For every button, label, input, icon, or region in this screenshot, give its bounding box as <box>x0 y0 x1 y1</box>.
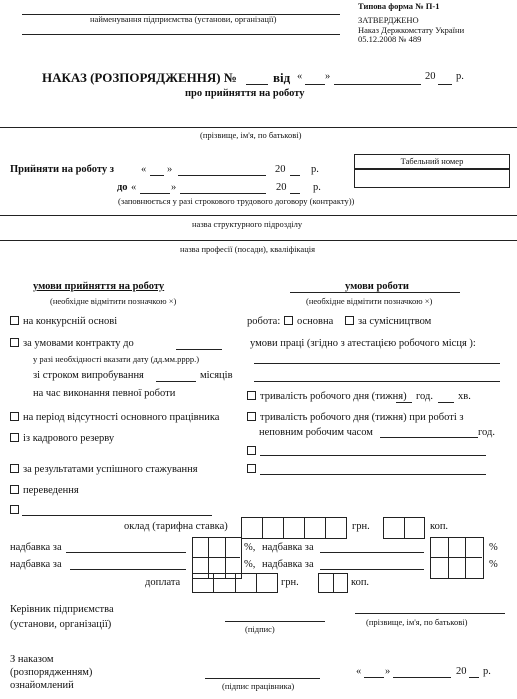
opt-competition[interactable] <box>10 316 117 327</box>
ack-year: 20 <box>456 666 467 677</box>
checkbox[interactable] <box>10 505 19 514</box>
duration-hrs: год. <box>416 391 433 402</box>
fixed-term-note: (заповнюється у разі строкового трудового договору (контракту)) <box>118 196 355 206</box>
approved-by: Наказ Держкомстату України <box>358 25 465 35</box>
quote-open: « <box>297 71 303 82</box>
extra-kop-boxes[interactable] <box>318 573 348 593</box>
opt-contract-label: за умовами контракту до <box>23 338 134 349</box>
right-other-field-2[interactable] <box>260 474 486 475</box>
extra-uah-boxes[interactable] <box>192 573 278 593</box>
until-label: до <box>117 182 128 193</box>
bonus1-label: надбавка за <box>10 542 62 553</box>
opt-contract[interactable] <box>10 338 134 349</box>
until-year: 20 <box>276 182 287 193</box>
trial-months-field[interactable] <box>156 381 196 382</box>
opt-right-other-1[interactable] <box>247 446 260 457</box>
part-time-hours-field[interactable] <box>380 437 478 438</box>
hire-year-field[interactable] <box>290 175 300 176</box>
salary-kop-boxes[interactable] <box>383 517 425 539</box>
until-yr: р. <box>313 182 321 193</box>
bonus1-pct: %, <box>244 542 256 553</box>
opt-part-time-label: тривалість робочого дня (тижня) при роботі з <box>260 412 464 423</box>
opt-combo-label: за сумісництвом <box>358 316 432 327</box>
opt-combo[interactable] <box>345 316 431 327</box>
part-time-label-2: неповним робочим часом <box>259 427 373 438</box>
opt-transfer[interactable] <box>10 485 79 496</box>
order-from: від <box>273 70 291 85</box>
ack-yr: р. <box>483 666 491 677</box>
opt-competition-label: на конкурсній основі <box>23 316 118 327</box>
left-heading: умови прийняття на роботу <box>33 281 165 292</box>
checkbox[interactable] <box>247 391 256 400</box>
bonus3-pct-boxes[interactable] <box>430 537 484 579</box>
conditions-label: умови праці (згідно з атестацією робочого місця ): <box>250 338 476 349</box>
name-caption: (прізвище, ім'я, по батькові) <box>200 130 302 140</box>
hire-year: 20 <box>275 164 286 175</box>
profession-caption: назва професії (посади), кваліфікація <box>180 244 316 254</box>
bonus2-label: надбавка за <box>10 559 62 570</box>
until-day-field[interactable] <box>140 193 170 194</box>
right-heading: умови роботи <box>345 281 409 292</box>
checkbox[interactable] <box>345 316 354 325</box>
contract-date-field[interactable] <box>176 349 222 350</box>
trial-label: зі строком випробування <box>33 370 144 381</box>
checkbox[interactable] <box>10 433 19 442</box>
pct-divider-left <box>192 557 240 558</box>
extra-uah: грн. <box>281 577 299 588</box>
unit-caption: назва структурного підрозділу <box>192 219 303 229</box>
bonus4-field[interactable] <box>320 569 424 570</box>
checkbox[interactable] <box>10 464 19 473</box>
opt-absence-label: на період відсутності основного працівника <box>23 412 220 423</box>
enterprise-caption: найменування підприємства (установи, організації) <box>90 14 277 24</box>
ack-q-close: » <box>385 666 391 677</box>
checkbox[interactable] <box>10 316 19 325</box>
hire-q-close: » <box>167 164 173 175</box>
order-title: НАКАЗ (РОЗПОРЯДЖЕННЯ) № <box>42 70 237 85</box>
unit-field[interactable] <box>0 215 517 216</box>
year-prefix: 20 <box>425 71 436 82</box>
salary-uah-boxes[interactable] <box>241 517 347 539</box>
checkbox[interactable] <box>284 316 293 325</box>
duration-min: хв. <box>458 391 471 402</box>
head-label: Керівник підприємства <box>10 604 114 615</box>
hire-label: Прийняти на роботу з <box>10 164 115 175</box>
checkbox[interactable] <box>10 485 19 494</box>
bonus3-pct: % <box>489 542 498 553</box>
order-year-field[interactable] <box>438 84 452 85</box>
opt-main[interactable] <box>284 316 333 327</box>
checkbox[interactable] <box>247 412 256 421</box>
checkbox[interactable] <box>247 446 256 455</box>
certain-work: на час виконання певної роботи <box>33 388 176 399</box>
enterprise-line-2[interactable] <box>22 34 340 35</box>
ack-label-2: (розпорядженням) <box>10 667 93 678</box>
employee-signature-field[interactable] <box>205 678 320 679</box>
opt-part-time[interactable] <box>247 412 464 423</box>
order-day-field[interactable] <box>305 84 325 85</box>
form-number: Типова форма № П-1 <box>358 1 440 11</box>
bonus2-pct: %, <box>244 559 256 570</box>
extra-pay-label: доплата <box>145 577 181 588</box>
ack-month-field[interactable] <box>393 677 451 678</box>
employee-name-field[interactable] <box>0 127 517 128</box>
other-field[interactable] <box>22 515 212 516</box>
right-note: (необхідне відмітити позначкою ×) <box>306 296 433 306</box>
ack-day-field[interactable] <box>364 677 384 678</box>
bonus4-pct: % <box>489 559 498 570</box>
opt-transfer-label: переведення <box>23 485 79 496</box>
salary-kop: коп. <box>430 521 449 532</box>
salary-uah: грн. <box>352 521 370 532</box>
head-signature-caption: (підпис) <box>245 624 275 634</box>
order-subtitle: про прийняття на роботу <box>185 88 305 99</box>
bonus2-field[interactable] <box>70 569 186 570</box>
opt-internship[interactable] <box>10 464 198 475</box>
opt-duration[interactable] <box>247 391 407 402</box>
hire-day-field[interactable] <box>150 175 164 176</box>
quote-close: » <box>325 71 331 82</box>
until-month-field[interactable] <box>180 193 266 194</box>
tabel-number-field[interactable] <box>354 168 510 188</box>
hire-q-open: « <box>141 164 147 175</box>
duration-min-field[interactable] <box>438 402 454 403</box>
duration-hours-field[interactable] <box>396 402 412 403</box>
checkbox[interactable] <box>10 412 19 421</box>
head-label-2: (установи, організації) <box>10 619 112 630</box>
contract-note: у разі необхідності вказати дату (дд.мм.рррр.) <box>33 354 200 364</box>
ack-label-3: ознайомлений <box>10 680 74 691</box>
ack-year-field[interactable] <box>469 677 479 678</box>
pct-divider-right <box>430 557 482 558</box>
left-note: (необхідне відмітити позначкою ×) <box>50 296 177 306</box>
work-type-label: робота: <box>247 316 281 327</box>
approved-label: ЗАТВЕРДЖЕНО <box>358 15 419 25</box>
tabel-label: Табельний номер <box>400 156 464 166</box>
opt-right-other-2[interactable] <box>247 464 260 475</box>
opt-duration-label: тривалість робочого дня (тижня) <box>260 391 407 402</box>
hire-month-field[interactable] <box>178 175 266 176</box>
right-other-field-1[interactable] <box>260 455 486 456</box>
opt-absence[interactable] <box>10 412 219 423</box>
until-year-field[interactable] <box>290 193 300 194</box>
opt-internship-label: за результатами успішного стажування <box>23 464 198 475</box>
head-name-field[interactable] <box>355 613 505 614</box>
extra-kop: коп. <box>351 577 370 588</box>
profession-field[interactable] <box>0 240 517 241</box>
part-time-hrs: год. <box>478 427 495 438</box>
ack-q-open: « <box>356 666 362 677</box>
bonus3-field[interactable] <box>320 552 424 553</box>
opt-reserve[interactable] <box>10 433 114 444</box>
checkbox[interactable] <box>247 464 256 473</box>
employee-signature-caption: (підпис працівника) <box>222 681 295 691</box>
trial-months: місяців <box>200 370 233 381</box>
conditions-field-2[interactable] <box>254 381 500 382</box>
head-signature-field[interactable] <box>225 621 325 622</box>
order-month-field[interactable] <box>334 84 421 85</box>
bonus4-label: надбавка за <box>262 559 314 570</box>
bonus1-field[interactable] <box>66 552 186 553</box>
head-name-caption: (прізвище, ім'я, по батькові) <box>366 617 468 627</box>
year-suffix: р. <box>456 71 464 82</box>
until-q-open: « <box>131 182 137 193</box>
hire-yr: р. <box>311 164 319 175</box>
right-heading-underline <box>290 292 460 293</box>
salary-label: оклад (тарифна ставка) <box>124 521 228 532</box>
opt-reserve-label: із кадрового резерву <box>23 433 115 444</box>
order-number-field[interactable] <box>246 84 268 85</box>
approved-date: 05.12.2008 № 489 <box>358 34 422 44</box>
conditions-field-1[interactable] <box>254 363 500 364</box>
bonus3-label: надбавка за <box>262 542 314 553</box>
until-q-close: » <box>171 182 177 193</box>
ack-label-1: З наказом <box>10 654 54 665</box>
checkbox[interactable] <box>10 338 19 347</box>
opt-main-label: основна <box>297 316 334 327</box>
